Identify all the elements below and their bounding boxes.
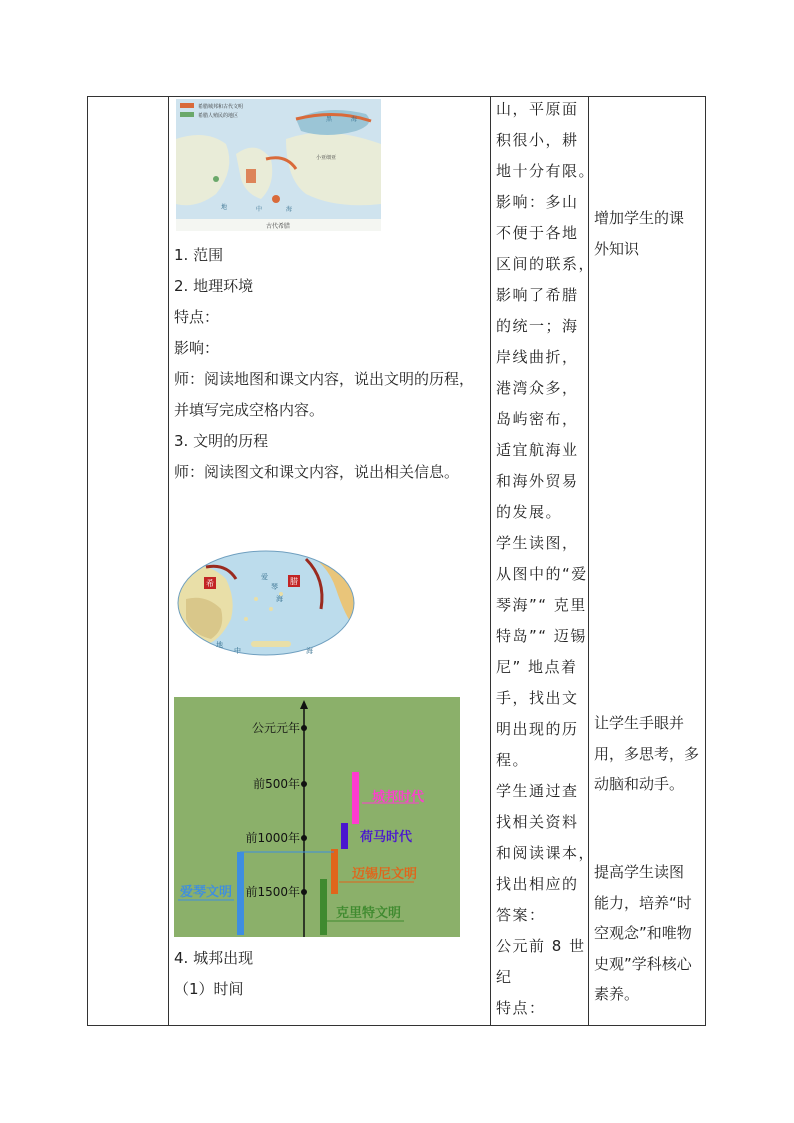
design-note-line: 外知识 <box>594 239 640 258</box>
activity-line: 影响：多山 <box>496 193 579 211</box>
content-item: 师：阅读图文和课文内容，说出相关信息。 <box>174 463 460 481</box>
timeline-bar <box>237 852 244 935</box>
activity-line: 地十分有限。 <box>496 162 596 180</box>
map-label: 中 <box>256 206 263 213</box>
activity-line: 琴海”“ 克里 <box>496 596 587 614</box>
content-item: 4. 城邦出现 <box>174 949 254 967</box>
activity-line: 岸线曲折， <box>496 348 579 366</box>
activity-line: 的发展。 <box>496 503 563 521</box>
map-label: 海 <box>306 647 313 655</box>
content-list <box>174 240 474 488</box>
content-item: 师：阅读地图和课文内容，说出文明的历程， <box>174 370 475 388</box>
content-list-bottom <box>174 943 253 1005</box>
design-note-line: 让学生手眼并 <box>594 714 685 732</box>
activity-line: 的统一；海 <box>496 317 579 335</box>
timeline-bar-label: 爱琴文明 <box>180 885 233 900</box>
content-item: 影响： <box>174 339 220 357</box>
map-label: 腊 <box>290 577 298 586</box>
timeline-tick-label: 前1000年 <box>245 831 300 845</box>
aegean-map-graphic <box>176 549 356 657</box>
map-label: 爱 <box>261 573 268 581</box>
map-label: 希 <box>206 579 214 588</box>
timeline-bar <box>341 823 348 849</box>
map-label: 地 <box>216 641 223 649</box>
activity-line: 学生通过查 <box>496 782 579 800</box>
activity-line: 积很小，耕 <box>496 131 579 149</box>
timeline-tick-label: 前500年 <box>253 777 300 791</box>
timeline-background <box>174 697 460 937</box>
map-label: 海 <box>351 116 358 123</box>
timeline-tick-dot <box>301 889 307 895</box>
content-item: 3. 文明的历程 <box>174 432 269 450</box>
map-caption: 古代希腊 <box>265 223 291 230</box>
map-label: 中 <box>234 647 241 655</box>
map-label: 小亚细亚 <box>316 155 337 161</box>
design-note-line: 素养。 <box>594 985 640 1003</box>
design-note-line: 用，多思考，多 <box>594 744 700 763</box>
timeline-bar-label: 城邦时代 <box>372 790 425 805</box>
student-activity-text <box>496 94 595 1024</box>
design-note-line: 提高学生读图 <box>594 863 685 881</box>
design-note-line: 史观”学科核心 <box>594 954 692 973</box>
activity-line: 答案： <box>496 906 546 924</box>
lesson-plan-table <box>87 96 706 1026</box>
timeline-tick-dot <box>301 781 307 787</box>
activity-line: 和阅读课本， <box>496 844 596 862</box>
activity-line: 港湾众多， <box>496 379 579 397</box>
map-label: 地 <box>221 204 228 211</box>
civilization-timeline-graphic <box>174 697 460 937</box>
design-note-line: 能力，培养“时 <box>594 893 692 912</box>
activity-line: 影响了希腊 <box>496 286 579 304</box>
activity-line: 山，平原面 <box>496 100 579 118</box>
timeline-bar <box>331 849 338 894</box>
activity-line: 不便于各地 <box>496 224 579 242</box>
activity-line: 区间的联系， <box>496 255 596 273</box>
timeline-tick-dot <box>301 835 307 841</box>
content-item: 1. 范围 <box>174 246 224 264</box>
map-legend-text: 希腊人殖民的地区 <box>198 113 239 119</box>
activity-line: 和海外贸易 <box>496 472 579 490</box>
timeline-tick-label: 公元元年 <box>251 721 300 735</box>
content-item: 特点： <box>174 308 220 326</box>
design-note-line: 空观念”和唯物 <box>594 924 692 942</box>
timeline-bar-label: 荷马时代 <box>360 830 413 845</box>
activity-line: 手，找出文 <box>496 689 579 707</box>
map-label: 黑 <box>326 116 333 123</box>
activity-line: 特点： <box>496 999 546 1017</box>
timeline-tick-dot <box>301 725 307 731</box>
student-activity-column <box>490 97 596 1025</box>
design-note-line: 动脑和动手。 <box>594 775 685 793</box>
design-intent-column <box>588 97 707 1025</box>
activity-line: 适宜航海业 <box>496 441 579 459</box>
timeline-bar-label: 迈锡尼文明 <box>352 867 418 882</box>
content-item: 并填写完成空格内容。 <box>174 401 325 419</box>
activity-line: 明出现的历 <box>496 720 579 738</box>
timeline-tick-label: 前1500年 <box>245 885 300 899</box>
ancient-greece-map <box>176 99 381 231</box>
map-label: 海 <box>286 206 293 213</box>
map-legend-text: 希腊城邦和古代文明 <box>198 104 244 110</box>
activity-line: 尼” 地点着 <box>496 658 578 676</box>
map-label: 琴 <box>271 583 278 591</box>
activity-line: 找相关资料 <box>496 813 579 831</box>
design-note-line: 增加学生的课 <box>594 209 685 227</box>
activity-line: 找出相应的 <box>496 875 579 893</box>
activity-line: 从图中的“爱 <box>496 565 588 583</box>
timeline-bar <box>352 772 359 824</box>
map-label: 海 <box>276 595 283 603</box>
timeline-bar-label: 克里特文明 <box>336 906 402 921</box>
content-item: 2. 地理环境 <box>174 277 254 295</box>
activity-line: 程。 <box>496 751 530 769</box>
activity-line: 学生读图， <box>496 534 579 552</box>
aegean-map <box>176 549 356 657</box>
activity-line: 纪 <box>496 968 513 986</box>
design-note <box>594 708 699 800</box>
content-item: （1）时间 <box>174 980 244 998</box>
teaching-content-column <box>168 97 490 1025</box>
activity-line: 公元前 8 世 <box>496 937 586 955</box>
activity-line: 特岛”“ 迈锡 <box>496 627 587 645</box>
timeline-bar <box>320 879 327 935</box>
activity-line: 岛屿密布， <box>496 410 579 428</box>
design-note <box>594 857 692 1010</box>
civilization-timeline <box>174 697 460 937</box>
design-note <box>594 203 684 264</box>
ancient-greece-map-graphic <box>176 99 381 231</box>
